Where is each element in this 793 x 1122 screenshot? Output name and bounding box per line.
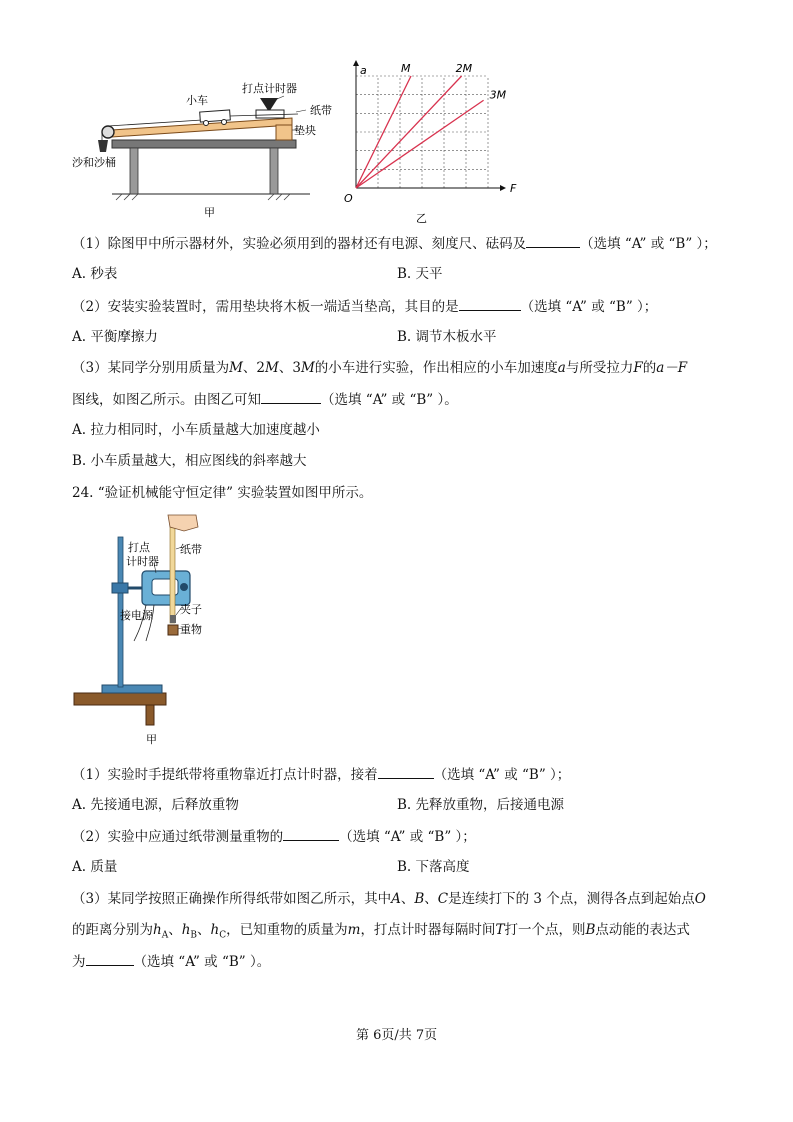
label-tape: 纸带 <box>310 104 332 117</box>
q23-p3-option-b: B. 小车质量越大，相应图线的斜率越大 <box>72 453 307 469</box>
q23-part3-line1: （3）某同学分别用质量为M、2M、3M的小车进行实验，作出相应的小车加速度a与所受拉力F的a－F <box>72 360 688 376</box>
q24-p2-blank[interactable] <box>283 826 339 841</box>
chart-labels <box>344 62 517 225</box>
chart-series-label-2m: 2M <box>455 62 473 75</box>
q24-p2-option-a: A. 质量 <box>72 859 118 875</box>
label-tape: 纸带 <box>180 543 202 556</box>
q23-p3-option-a: A. 拉力相同时，小车质量越大加速度越小 <box>72 422 320 438</box>
label-car: 小车 <box>186 94 208 107</box>
label-power: 接电源 <box>120 609 153 622</box>
chart-x-arrow <box>500 185 506 191</box>
page-number: 第 6页/共 7页 <box>356 1028 438 1043</box>
chart-caption: 乙 <box>416 212 427 225</box>
caption-jia-1: 甲 <box>204 206 215 219</box>
label-bucket: 沙和沙桶 <box>72 156 116 169</box>
chart-origin-label: O <box>344 192 353 205</box>
q24-part3-line3: 为 （选填 “A” 或 “B” ）。 <box>72 951 270 972</box>
label-timer: 打点计时器 <box>242 82 297 95</box>
chart-axes <box>353 60 506 191</box>
label-timer-l2: 计时器 <box>126 555 159 568</box>
chart-xlabel: F <box>510 182 517 195</box>
q24-p1-blank[interactable] <box>378 764 434 779</box>
label-block: 垫块 <box>294 124 316 137</box>
chart-grid <box>356 76 488 188</box>
chart-series-label-3m: 3M <box>489 88 507 102</box>
q23-p3-blank[interactable] <box>261 389 321 404</box>
q24-title: 24. “验证机械能守恒定律” 实验装置如图甲所示。 <box>72 485 373 501</box>
q23-p2-option-b: B. 调节木板水平 <box>397 329 497 345</box>
q24-part1: （1）实验时手提纸带将重物靠近打点计时器，接着 （选填 “A” 或 “B” ）； <box>72 764 570 785</box>
figure-freefall-apparatus <box>72 515 242 747</box>
figure-cart-apparatus <box>72 64 340 224</box>
chart-series-line-3m <box>356 100 484 188</box>
chart-series-label-m: M <box>401 62 411 75</box>
q24-part3-line2: 的距离分别为$h_A$、$h_B$、$h_C$，已知重物的质量为m，打点计时器每隔时间T打一个点，则B点动能的表达式 <box>72 922 690 941</box>
q23-part3-line2: 图线，如图乙所示。由图乙可知 （选填 “A” 或 “B” ）。 <box>72 389 458 410</box>
q23-p1-option-b: B. 天平 <box>397 266 443 282</box>
figure-aF-chart <box>340 60 517 228</box>
q23-p2-blank[interactable] <box>459 296 521 311</box>
q23-p1-option-a: A. 秒表 <box>72 266 118 282</box>
q24-part3-line1: （3）某同学按照正确操作所得纸带如图乙所示，其中A、B、C是连续打下的 3 个点，测得各点到起始点O <box>72 891 706 907</box>
chart-ylabel: a <box>360 64 367 77</box>
q24-part2: （2）实验中应通过纸带测量重物的 （选填 “A” 或 “B” ）； <box>72 826 476 847</box>
caption-jia-2: 甲 <box>146 733 157 746</box>
q23-p1-blank[interactable] <box>526 233 580 248</box>
label-clip: 夹子 <box>180 603 202 616</box>
q24-p1-option-b: B. 先释放重物，后接通电源 <box>397 797 565 813</box>
label-timer-l1: 打点 <box>128 541 150 554</box>
label-weight: 重物 <box>180 623 202 636</box>
q24-p3-blank[interactable] <box>86 951 134 966</box>
q23-part2: （2）安装实验装置时，需用垫块将木板一端适当垫高，其目的是 （选填 “A” 或 “B” ）； <box>72 296 657 317</box>
q23-p2-option-a: A. 平衡摩擦力 <box>72 329 158 345</box>
q24-p2-option-b: B. 下落高度 <box>397 859 470 875</box>
chart-y-arrow <box>353 60 359 66</box>
q24-p1-option-a: A. 先接通电源，后释放重物 <box>72 797 239 813</box>
q23-part1: （1）除图甲中所示器材外，实验必须用到的器材还有电源、刻度尺、砝码及 （选填 “A” 或 “B” ）； <box>72 233 717 254</box>
